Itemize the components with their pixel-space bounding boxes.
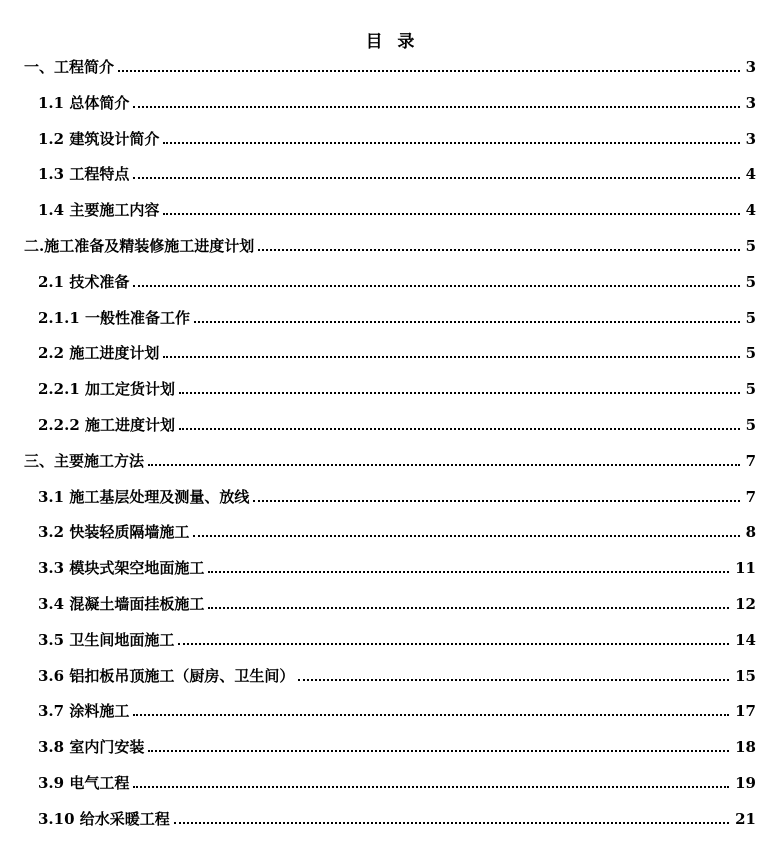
toc-entry-page-number: 3 [745, 93, 756, 112]
toc-entry-page-number: 12 [735, 595, 756, 613]
toc-entry-label: 2.2.2 施工进度计划 [38, 416, 175, 434]
toc-entry-label: 2.1.1 一般性准备工作 [38, 308, 190, 327]
toc-entry-page-number: 5 [745, 416, 756, 434]
dot-leader [133, 786, 729, 788]
toc-entry-page-number: 7 [745, 451, 756, 470]
dot-leader [298, 679, 729, 681]
dot-leader [194, 321, 740, 323]
toc-entry-label: 1.4 主要施工内容 [38, 201, 160, 220]
toc-entry[interactable] [38, 304, 756, 328]
toc-entry[interactable] [24, 447, 756, 471]
dot-leader [148, 750, 729, 752]
toc-entry-label: 3.10 给水采暖工程 [38, 809, 170, 828]
toc-entry[interactable] [38, 733, 756, 757]
toc-entry-label: 2.1 技术准备 [38, 272, 130, 291]
toc-entry-label: 一、工程简介 [24, 58, 115, 76]
dot-leader [179, 392, 740, 394]
toc-entry[interactable] [38, 160, 756, 184]
toc-entry-label: 3.4 混凝土墙面挂板施工 [38, 595, 205, 613]
toc-entry-label: 3.2 快装轻质隔墙施工 [38, 523, 190, 542]
toc-entry-page-number: 4 [745, 165, 756, 184]
dot-leader [163, 142, 739, 144]
toc-entry[interactable] [38, 662, 756, 686]
toc-entry[interactable] [38, 268, 756, 292]
toc-entry-page-number: 18 [735, 738, 756, 757]
dot-leader [148, 464, 740, 466]
dot-leader [253, 500, 739, 502]
toc-title: 目 录 [365, 32, 416, 52]
toc-entry[interactable] [38, 411, 756, 435]
toc-entry[interactable] [38, 697, 756, 721]
toc-entry-page-number: 5 [745, 380, 756, 399]
dot-leader [133, 714, 729, 716]
toc-entry-label: 1.1 总体简介 [38, 93, 130, 112]
toc-entry-label: 三、主要施工方法 [24, 451, 145, 470]
toc-entry[interactable] [38, 805, 756, 829]
dot-leader [208, 607, 729, 609]
toc-entry-page-number: 4 [745, 201, 756, 220]
dot-leader [258, 249, 739, 251]
dot-leader [208, 571, 729, 573]
toc-entry-label: 1.2 建筑设计简介 [38, 129, 160, 148]
toc-entry-label: 3.3 模块式架空地面施工 [38, 559, 205, 578]
toc-entry[interactable] [24, 232, 756, 256]
toc-entry-label: 3.9 电气工程 [38, 774, 130, 792]
toc-entry-label: 2.2.1 加工定货计划 [38, 380, 175, 399]
toc-entry-page-number: 7 [745, 487, 756, 506]
toc-entry-label: 3.1 施工基层处理及测量、放线 [38, 487, 250, 506]
toc-entry[interactable] [38, 483, 756, 507]
toc-entry-page-number: 11 [735, 559, 756, 578]
toc-entry-page-number: 19 [735, 774, 756, 792]
dot-leader [178, 643, 729, 645]
toc-entry-page-number: 8 [745, 523, 756, 542]
toc-entry-page-number: 3 [745, 129, 756, 148]
toc-entry[interactable] [38, 89, 756, 113]
dot-leader [133, 177, 739, 179]
toc-entry-page-number: 5 [745, 308, 756, 327]
dot-leader [163, 213, 739, 215]
toc-entry-label: 二.施工准备及精装修施工进度计划 [24, 237, 255, 255]
toc-entry-label: 3.6 铝扣板吊顶施工（厨房、卫生间） [38, 666, 295, 685]
toc-entry[interactable] [38, 196, 756, 220]
toc-entry[interactable] [38, 554, 756, 578]
toc-entry-label: 3.7 涂料施工 [38, 702, 130, 721]
toc-entry-label: 3.5 卫生间地面施工 [38, 630, 175, 649]
dot-leader [179, 428, 740, 430]
toc-entry[interactable] [38, 626, 756, 650]
toc-entry-page-number: 5 [745, 272, 756, 291]
dot-leader [193, 535, 739, 537]
dot-leader [133, 106, 739, 108]
dot-leader [163, 356, 739, 358]
toc-entry[interactable] [38, 769, 756, 793]
toc-entry[interactable] [24, 53, 756, 77]
dot-leader [133, 285, 739, 287]
toc-entry-page-number: 3 [745, 58, 756, 76]
dot-leader [174, 822, 729, 824]
toc-entry-page-number: 14 [735, 630, 756, 649]
toc-entry-label: 3.8 室内门安装 [38, 738, 145, 757]
toc-entry-page-number: 21 [735, 809, 756, 828]
dot-leader [118, 70, 740, 72]
toc-entry-page-number: 15 [735, 666, 756, 685]
toc-entry-label: 2.2 施工进度计划 [38, 344, 160, 363]
toc-entry[interactable] [38, 125, 756, 149]
toc-entry[interactable] [38, 339, 756, 363]
toc-entry-page-number: 17 [735, 702, 756, 721]
toc-entry[interactable] [38, 590, 756, 614]
toc-entry[interactable] [38, 375, 756, 399]
toc-entry[interactable] [38, 518, 756, 542]
toc-entry-page-number: 5 [745, 237, 756, 255]
toc-entry-page-number: 5 [745, 344, 756, 363]
toc-entry-label: 1.3 工程特点 [38, 165, 130, 184]
